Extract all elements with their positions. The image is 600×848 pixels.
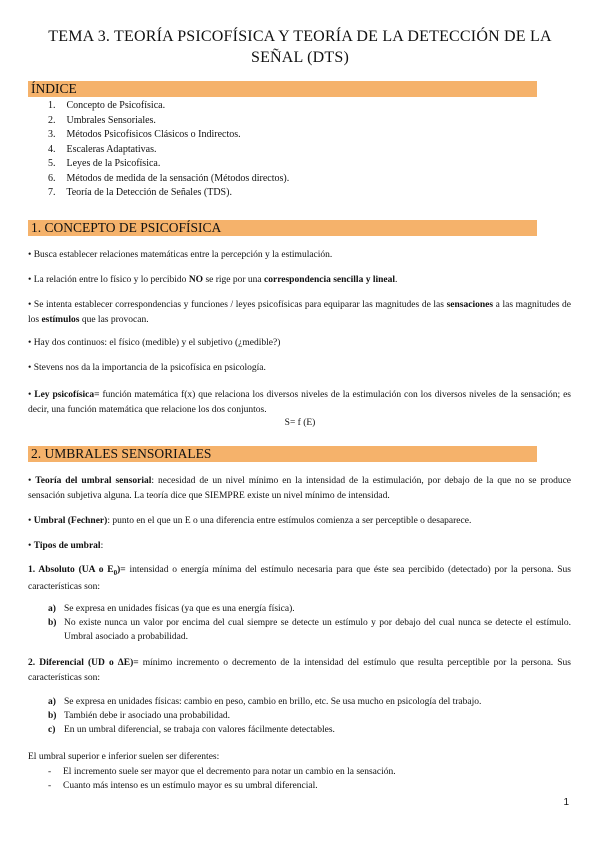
s2-umbral-diferencial: 2. Diferencial (UD o ΔE)= mínimo incremento o decremento de la intensidad del estímulo que resulta perceptible por la persona. Sus características son: xyxy=(28,658,571,683)
s2-umbral-absoluto: 1. Absoluto (UA o $E_0)=$ intensidad o energía mínima del estímulo necesaria para que éste sea percibido (detectado) por la persona. Sus características son: xyxy=(28,565,571,593)
indice-heading: ÍNDICE xyxy=(28,81,537,97)
toc-item: 5. Leyes de la Psicofísica. xyxy=(48,158,161,169)
list-item: b) No existe nunca un valor por encima del cual siempre se detecte un estímulo y por debajo del cual nunca se detecte el estímulo. Umbral asociado a probabilidad. xyxy=(48,618,571,642)
s1-bullet-6: • Ley psicofísica= función matemática f(x) que relaciona los diversos niveles de la estimulación con los diversos niveles de la sensación; es decir, una función matemática que relacione los dos conjuntos. xyxy=(28,390,571,415)
section-1-heading: 1. CONCEPTO DE PSICOFÍSICA xyxy=(28,220,537,236)
s2-umbral-sensorial: • Teoría del umbral sensorial: necesidad de un nivel mínimo en la intensidad de la estimulación, por debajo de la que no se produce sensación subjetiva alguna. La teoría dice que SIEMPRE existe un nivel mínimo de intensidad. xyxy=(28,476,571,501)
toc-item: 1. Concepto de Psicofísica. xyxy=(48,100,166,111)
toc-item: 6. Métodos de medida de la sensación (Métodos directos). xyxy=(48,172,290,184)
document-title: TEMA 3. TEORÍA PSICOFÍSICA Y TEORÍA DE LA DETECCIÓN DE LA SEÑAL (DTS) xyxy=(48,28,552,66)
toc-item: 4. Escaleras Adaptativas. xyxy=(48,143,157,155)
toc-item: 3. Métodos Psicofísicos Clásicos o Indirectos. xyxy=(48,129,241,140)
list-item: a) Se expresa en unidades físicas (ya que es una energía física). xyxy=(48,604,295,614)
diferencial-characteristics-list xyxy=(48,695,571,737)
s2-tipos-umbral: • Tipos de umbral: xyxy=(28,541,104,551)
list-item: a) Se expresa en unidades físicas: cambio en peso, cambio en brillo, etc. Se usa mucho en psicología del trabajo. xyxy=(48,697,482,707)
s1-bullet-3: • Se intenta establecer correspondencias y funciones / leyes psicofísicas para equiparar las magnitudes de las sensaciones a las magnitudes de los estímulos que las provocan. xyxy=(28,300,571,325)
section-2-heading: 2. UMBRALES SENSORIALES xyxy=(28,446,537,462)
s1-bullet-1: • Busca establecer relaciones matemáticas entre la percepción y la estimulación. xyxy=(28,250,333,260)
absoluto-characteristics-list xyxy=(48,602,571,644)
toc-item: 2. Umbrales Sensoriales. xyxy=(48,114,156,126)
s1-bullet-2: • La relación entre lo físico y lo percibido NO se rige por una correspondencia sencilla y lineal. xyxy=(28,275,398,285)
table-of-contents xyxy=(48,99,289,201)
psychophysical-formula: S= f (E) xyxy=(284,418,316,428)
s2-umbral-fechner: • Umbral (Fechner): punto en el que un E o una diferencia entre estímulos comienza a ser perceptible o desaparece. xyxy=(28,516,472,526)
dash-item: - Cuanto más intenso es un estímulo mayor es su umbral diferencial. xyxy=(48,781,318,791)
page-number: 1 xyxy=(563,797,569,808)
list-item: c) En un umbral diferencial, se trabaja con valores fácilmente detectables. xyxy=(48,725,335,735)
s1-bullet-4: • Hay dos continuos: el físico (medible) y el subjetivo (¿medible?) xyxy=(28,338,281,348)
s1-bullet-5: • Stevens nos da la importancia de la psicofísica en psicología. xyxy=(28,363,266,373)
list-item: b) También debe ir asociado una probabilidad. xyxy=(48,711,231,721)
s2-superior-inferior: El umbral superior e inferior suelen ser diferentes: xyxy=(28,752,220,762)
dash-item: - El incremento suele ser mayor que el decremento para notar un cambio en la sensación. xyxy=(48,767,396,777)
toc-item: 7. Teoría de la Detección de Señales (TDS). xyxy=(48,187,232,198)
